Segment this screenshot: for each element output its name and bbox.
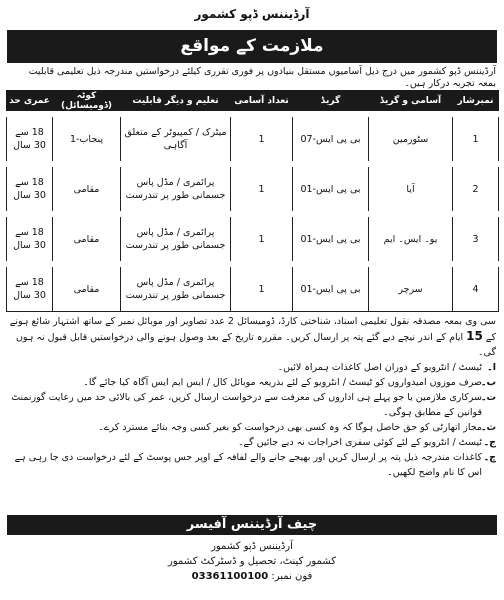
post-count: 1 (258, 283, 265, 295)
intro-text: آرڈیننس ڈپو کشمور میں درج ذیل آسامیوں مستقل بنیادوں پر فوری تقرری کیلئے درخواستیں مندرجہ ذیل تعلیمی قابلیت بمعہ تجربہ درکار ہیں۔ (28, 66, 496, 89)
header-age: عمری حد (7, 91, 53, 115)
cell-count (231, 214, 293, 264)
table-row (7, 264, 499, 312)
main-instruction (8, 314, 496, 360)
header-post: آسامی و گریڈ (369, 91, 453, 115)
days-count: 15 (466, 329, 483, 343)
cell-age (7, 114, 53, 164)
grade-value: بی پی ایس-07 (300, 133, 361, 145)
instruction-item (8, 375, 496, 390)
header-count: تعداد آسامی (231, 91, 293, 115)
post-name: سرچر (398, 283, 423, 295)
instruction-item (8, 450, 496, 480)
post-count: 1 (258, 133, 265, 145)
post-name: آیا (406, 183, 415, 195)
instruction-text: کاغذات مندرجہ ذیل پتہ پر ارسال کریں اور بھیجے جانے والے لفافہ کے اوپر جس پوسٹ کے لئے درخواست دی جا رہی ہے اس کا نام واضح لکھیں۔ (14, 452, 482, 478)
serial-number: 3 (472, 233, 479, 245)
table-row (7, 114, 499, 164)
table-header-row (7, 91, 499, 115)
instruction-key: ث۔ (480, 422, 496, 433)
post-count: 1 (258, 233, 265, 245)
instruction-item (8, 360, 496, 375)
serial-number: 2 (472, 183, 479, 195)
cell-age (7, 164, 53, 214)
main-instruction-b: ایام کے اندر نیچے دیے گئے پتہ پر ارسال کریں۔ مقررہ تاریخ کے بعد وصول ہونے والی درخواستیں قابل قبول نہ ہوں گی۔ (15, 332, 496, 358)
qualification-line-1: پرائمری / مڈل پاس (136, 277, 215, 288)
quota-value: مقامی (73, 183, 100, 195)
cell-serial (453, 164, 499, 214)
cell-age (7, 264, 53, 312)
grade-value: بی پی ایس-01 (300, 183, 361, 195)
table-row (7, 214, 499, 264)
phone-line (0, 569, 504, 584)
cell-qualification (121, 164, 231, 214)
cell-count (231, 264, 293, 312)
cell-grade (293, 214, 369, 264)
main-instruction-a: سی وی بمعہ مصدقہ نقول تعلیمی اسناد، شناختی کارڈ، ڈومیسائل 2 عدد تصاویر اور موبائل نمبر کے ساتھ اشتہار شائع ہونے کے (9, 316, 496, 343)
cell-grade (293, 114, 369, 164)
instruction-item (8, 435, 496, 450)
serial-number: 4 (472, 283, 479, 295)
instruction-text: سرکاری ملازمین یا جو پہلے ہی اداروں کی معرفت سے درخواست ارسال کریں، عمر کی بالائی حد میں رعایت گورنمنٹ قوانین کے مطابق ہوگی۔ (11, 392, 482, 418)
cell-quota (53, 214, 121, 264)
header-quota: کوٹہ (ڈومیسائل) (53, 91, 121, 115)
instruction-text: مجاز اتھارٹی کو حق حاصل ہوگا کہ وہ کسی بھی درخواست کو بغیر کسی وجہ بتائے مسترد کرے۔ (98, 422, 482, 433)
cell-qualification (121, 114, 231, 164)
cell-serial (453, 214, 499, 264)
address-block (0, 539, 504, 584)
instruction-text: صرف موزوں امیدواروں کو ٹیسٹ / انٹرویو کے لئے بذریعہ موبائل کال / ایس ایم ایس آگاہ کیا جائے گا۔ (83, 377, 482, 388)
qualification-line-2: جسمانی طور پر تندرست (125, 240, 226, 251)
qualification-line-2: جسمانی طور پر تندرست (125, 290, 226, 301)
jobs-banner: ملازمت کے مواقع (7, 30, 497, 63)
cell-qualification (121, 214, 231, 264)
age-min: 18 سے (15, 227, 44, 238)
quota-value: مقامی (73, 233, 100, 245)
header-serial: نمبرشار (453, 91, 499, 115)
instruction-text: ٹیسٹ / انٹرویو کے دوران اصل کاغذات ہمراہ لائیں۔ (277, 362, 482, 373)
cell-quota (53, 264, 121, 312)
cell-serial (453, 264, 499, 312)
cell-post (369, 264, 453, 312)
cell-grade (293, 264, 369, 312)
qualification-line-1: پرائمری / مڈل پاس (136, 177, 215, 188)
age-max: 30 سال (13, 140, 46, 151)
instruction-key: ب۔ (480, 377, 496, 388)
post-name: یو۔ ایس۔ ایم (383, 233, 438, 245)
address-line-1: آرڈیننس ڈپو کشمور (211, 541, 293, 552)
qualification-line-1: میٹرک / کمپیوٹر کے متعلق (124, 127, 227, 138)
instruction-item (8, 420, 496, 435)
instruction-key: ت۔ (480, 392, 496, 403)
cell-post (369, 214, 453, 264)
table-row (7, 164, 499, 214)
qualification-line-1: پرائمری / مڈل پاس (136, 227, 215, 238)
instruction-key: ا۔ (487, 362, 496, 373)
age-max: 30 سال (13, 190, 46, 201)
post-name: سٹورمین (392, 133, 429, 145)
office-title: آرڈیننس ڈپو کشمور (194, 7, 310, 21)
serial-number: 1 (472, 133, 479, 145)
cell-post (369, 164, 453, 214)
age-max: 30 سال (13, 290, 46, 301)
age-min: 18 سے (15, 127, 44, 138)
age-max: 30 سال (13, 240, 46, 251)
header-qualification: تعلیم و دیگر قابلیت (121, 91, 231, 115)
instructions (8, 314, 496, 480)
cell-quota (53, 114, 121, 164)
quota-value: پنجاب-1 (70, 133, 103, 145)
grade-value: بی پی ایس-01 (300, 283, 361, 295)
cell-grade (293, 164, 369, 214)
age-min: 18 سے (15, 177, 44, 188)
cell-post (369, 114, 453, 164)
post-count: 1 (258, 183, 265, 195)
address-line-2: کشمور کینٹ، تحصیل و ڈسٹرکٹ کشمور (168, 556, 336, 567)
header-grade: گریڈ (293, 91, 369, 115)
instruction-key: چ۔ (483, 452, 496, 463)
instruction-key: ج۔ (483, 437, 496, 448)
cell-age (7, 214, 53, 264)
cell-count (231, 114, 293, 164)
instruction-item (8, 390, 496, 420)
cell-serial (453, 114, 499, 164)
posts-table (6, 90, 499, 312)
quota-value: مقامی (73, 283, 100, 295)
officer-title: چیف آرڈیننس آفیسر (7, 515, 497, 535)
cell-count (231, 164, 293, 214)
grade-value: بی پی ایس-01 (300, 233, 361, 245)
instruction-text: ٹیسٹ / انٹرویو کے لئے کوئی سفری اخراجات نہ دیے جائیں گے۔ (237, 437, 482, 448)
age-min: 18 سے (15, 277, 44, 288)
qualification-line-2: جسمانی طور پر تندرست (125, 190, 226, 201)
qualification-line-2: آگاہی (163, 140, 188, 151)
phone-number: 03361100100 (191, 571, 269, 582)
phone-label: فون نمبر: (271, 571, 313, 582)
cell-qualification (121, 264, 231, 312)
cell-quota (53, 164, 121, 214)
